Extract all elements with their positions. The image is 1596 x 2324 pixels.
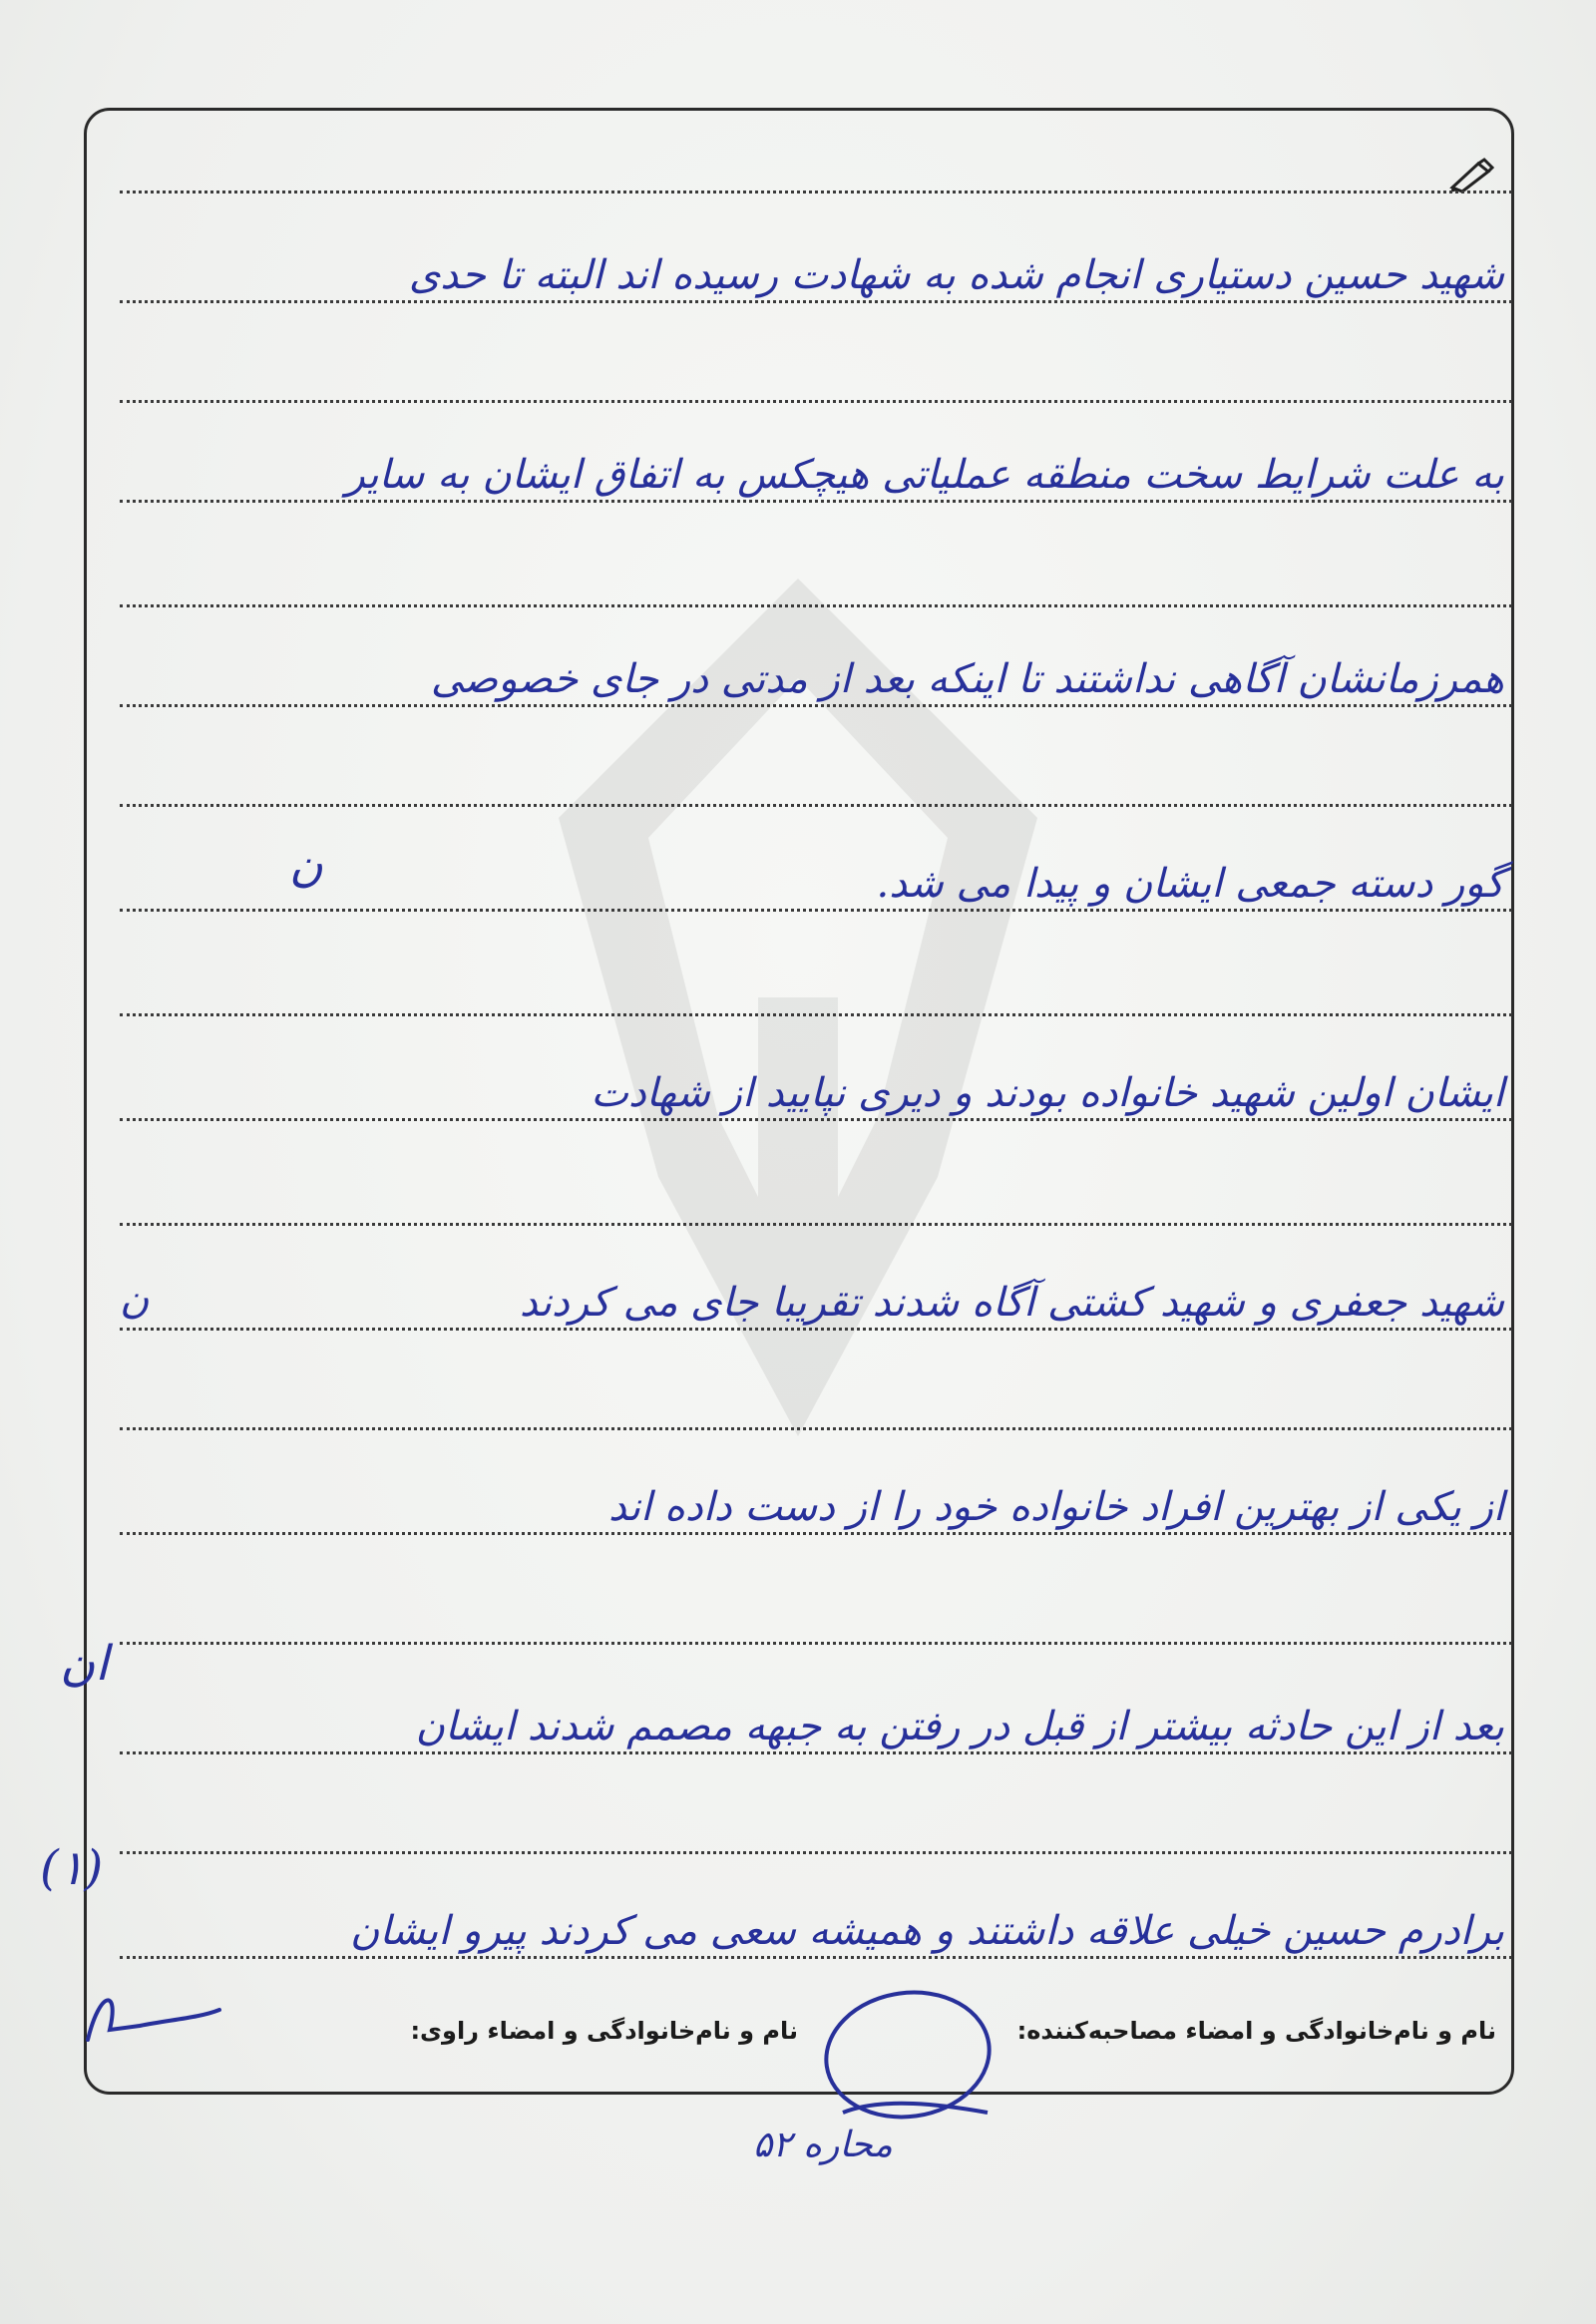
line-text: ایشان اولین شهید خانواده بودند و دیری نپایید از شهادت [591, 1070, 1504, 1116]
dotted-rule [120, 909, 1512, 912]
line-text: شهید حسین دستیاری انجام شده به شهادت رسیده اند البته تا حدی [408, 252, 1504, 298]
narrator-label: نام و نام‌خانوادگی و امضاء راوی: [410, 2017, 798, 2045]
ruled-line [120, 1277, 1512, 1337]
ruled-line [120, 1701, 1512, 1760]
dotted-rule [120, 1328, 1512, 1331]
dotted-rule [120, 704, 1512, 707]
dotted-rule [120, 1532, 1512, 1535]
margin-mark: ن [289, 838, 323, 892]
ruled-line [120, 1800, 1512, 1860]
ruled-line [120, 1376, 1512, 1436]
line-text: بعد از این حادثه بیشتر از قبل در رفتن به جبهه مصمم شدند ایشان [415, 1704, 1504, 1749]
footer-labels [120, 2017, 1496, 2057]
dotted-rule [120, 500, 1512, 503]
ruled-line [120, 1172, 1512, 1232]
ruled-line [120, 963, 1512, 1022]
ruled-line [120, 449, 1512, 509]
line-text: شهید جعفری و شهید کشتی آگاه شدند تقریبا جای می کردند [519, 1280, 1504, 1326]
ruled-line [120, 349, 1512, 409]
dotted-rule [120, 1013, 1512, 1016]
margin-mark: (۱) [40, 1840, 104, 1896]
ruled-line [120, 1591, 1512, 1651]
ruled-line [120, 858, 1512, 918]
dotted-rule [120, 400, 1512, 403]
dotted-rule [120, 191, 1512, 194]
line-text: به علت شرایط سخت منطقه عملیاتی هیچکس به اتفاق ایشان به سایر [345, 452, 1504, 498]
ruled-line [120, 753, 1512, 813]
dotted-rule [120, 300, 1512, 303]
interviewer-label: نام و نام‌خانوادگی و امضاء مصاحبه‌کننده: [1016, 2017, 1496, 2045]
dotted-rule [120, 1642, 1512, 1645]
dotted-rule [120, 1223, 1512, 1226]
dotted-rule [120, 604, 1512, 607]
ruled-line [120, 1905, 1512, 1965]
ruled-line [120, 140, 1512, 199]
line-text: برادرم حسین خیلی علاقه داشتند و همیشه سعی می کردند پیرو ایشان [349, 1908, 1504, 1954]
line-text: همرزمانشان آگاهی نداشتند تا اینکه بعد از مدتی در جای خصوصی [430, 656, 1504, 702]
dotted-rule [120, 1427, 1512, 1430]
dotted-rule [120, 1751, 1512, 1754]
margin-mark: ان [60, 1636, 109, 1692]
ruled-line [120, 1481, 1512, 1541]
line-text: از یکی از بهترین افراد خانواده خود را از دست داده اند [607, 1484, 1504, 1530]
margin-mark: ن [120, 1277, 150, 1323]
signature-text: محاره ۵۲ [753, 2125, 893, 2165]
dotted-rule [120, 804, 1512, 807]
ruled-line [120, 1067, 1512, 1127]
line-text: گور دسته جمعی ایشان و پیدا می شد. [876, 861, 1504, 907]
dotted-rule [120, 1851, 1512, 1854]
dotted-rule [120, 1956, 1512, 1959]
ruled-line [120, 249, 1512, 309]
signature-mark [813, 1985, 1002, 2144]
ruled-line [120, 653, 1512, 713]
ruled-line [120, 554, 1512, 613]
dotted-rule [120, 1118, 1512, 1121]
